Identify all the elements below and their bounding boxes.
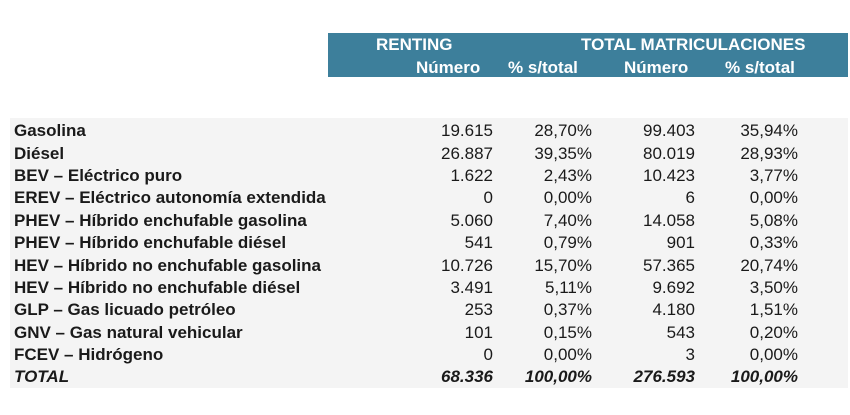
total-label: TOTAL bbox=[14, 367, 70, 387]
renting-pct-cell: 2,43% bbox=[543, 165, 592, 185]
header-renting-numero: Número bbox=[416, 58, 481, 77]
table-row bbox=[14, 232, 798, 254]
table-row bbox=[14, 299, 798, 321]
renting-pct-cell: 0,15% bbox=[543, 322, 592, 342]
total-numero-cell: 10.423 bbox=[643, 165, 695, 185]
renting-pct-cell: 39,35% bbox=[534, 143, 592, 163]
total-numero-cell: 6 bbox=[685, 188, 695, 208]
total-pct-cell: 0,20% bbox=[749, 322, 798, 342]
renting-numero-cell: 253 bbox=[464, 300, 493, 320]
row-label: EREV – Eléctrico autonomía extendida bbox=[14, 188, 326, 208]
table-row bbox=[14, 165, 798, 187]
total-numero-cell: 99.403 bbox=[643, 121, 695, 141]
total-row bbox=[14, 366, 798, 388]
table-row bbox=[14, 254, 798, 276]
table-row bbox=[14, 142, 798, 164]
row-label: PHEV – Híbrido enchufable diésel bbox=[14, 233, 287, 253]
renting-numero-cell: 26.887 bbox=[441, 143, 493, 163]
table-row bbox=[14, 210, 798, 232]
renting-numero-cell: 0 bbox=[483, 345, 493, 365]
table-row bbox=[14, 120, 798, 142]
table-row bbox=[14, 322, 798, 344]
header-total-matriculaciones: TOTAL MATRICULACIONES bbox=[581, 35, 806, 54]
renting-numero-cell: 5.060 bbox=[450, 210, 493, 230]
total-pct-cell: 20,74% bbox=[740, 255, 798, 275]
total-pct-cell: 1,51% bbox=[749, 300, 798, 320]
total-numero-cell: 3 bbox=[685, 345, 695, 365]
total-numero-cell: 57.365 bbox=[643, 255, 695, 275]
renting-pct-cell: 0,00% bbox=[543, 188, 592, 208]
row-label: HEV – Híbrido no enchufable diésel bbox=[14, 277, 301, 297]
total-pct-cell: 28,93% bbox=[740, 143, 798, 163]
renting-pct-cell: 28,70% bbox=[534, 121, 592, 141]
header-total-pct: % s/total bbox=[725, 58, 795, 77]
renting-pct-cell: 0,00% bbox=[543, 345, 592, 365]
renting-numero-cell: 0 bbox=[483, 188, 493, 208]
renting-numero-cell: 1.622 bbox=[450, 165, 493, 185]
total-numero-cell: 9.692 bbox=[652, 277, 695, 297]
total-numero-cell: 14.058 bbox=[643, 210, 695, 230]
total-pct-cell: 0,00% bbox=[749, 188, 798, 208]
renting-numero-cell: 19.615 bbox=[441, 121, 493, 141]
renting-pct-cell: 0,37% bbox=[543, 300, 592, 320]
total-total-numero: 276.593 bbox=[633, 367, 695, 387]
total-numero-cell: 543 bbox=[666, 322, 695, 342]
total-renting-numero: 68.336 bbox=[441, 367, 493, 387]
row-label: Gasolina bbox=[14, 121, 86, 141]
renting-pct-cell: 7,40% bbox=[543, 210, 592, 230]
total-pct-cell: 5,08% bbox=[749, 210, 798, 230]
renting-pct-cell: 5,11% bbox=[545, 277, 592, 297]
total-pct-cell: 3,50% bbox=[749, 277, 798, 297]
total-pct-cell: 3,77% bbox=[749, 165, 798, 185]
total-total-pct: 100,00% bbox=[730, 367, 798, 387]
total-pct-cell: 0,33% bbox=[749, 233, 798, 253]
total-pct-cell: 0,00% bbox=[749, 345, 798, 365]
registrations-table bbox=[14, 120, 798, 389]
total-pct-cell: 35,94% bbox=[740, 121, 798, 141]
row-label: GLP – Gas licuado petróleo bbox=[14, 300, 236, 320]
row-label: PHEV – Híbrido enchufable gasolina bbox=[14, 210, 307, 230]
total-renting-pct: 100,00% bbox=[524, 367, 592, 387]
total-numero-cell: 901 bbox=[666, 233, 695, 253]
total-numero-cell: 80.019 bbox=[643, 143, 695, 163]
renting-pct-cell: 0,79% bbox=[543, 233, 592, 253]
header-renting-pct: % s/total bbox=[508, 58, 578, 77]
row-label: FCEV – Hidrógeno bbox=[14, 345, 164, 365]
renting-numero-cell: 101 bbox=[464, 322, 493, 342]
header-renting: RENTING bbox=[376, 35, 453, 54]
row-label: HEV – Híbrido no enchufable gasolina bbox=[14, 255, 321, 275]
renting-pct-cell: 15,70% bbox=[534, 255, 592, 275]
header-total-numero: Número bbox=[624, 58, 689, 77]
table-row bbox=[14, 277, 798, 299]
table-row bbox=[14, 187, 798, 209]
renting-numero-cell: 3.491 bbox=[450, 277, 493, 297]
renting-numero-cell: 541 bbox=[464, 233, 493, 253]
row-label: BEV – Eléctrico puro bbox=[14, 165, 183, 185]
table-row bbox=[14, 344, 798, 366]
renting-numero-cell: 10.726 bbox=[441, 255, 493, 275]
row-label: GNV – Gas natural vehicular bbox=[14, 322, 243, 342]
row-label: Diésel bbox=[14, 143, 65, 163]
total-numero-cell: 4.180 bbox=[652, 300, 695, 320]
